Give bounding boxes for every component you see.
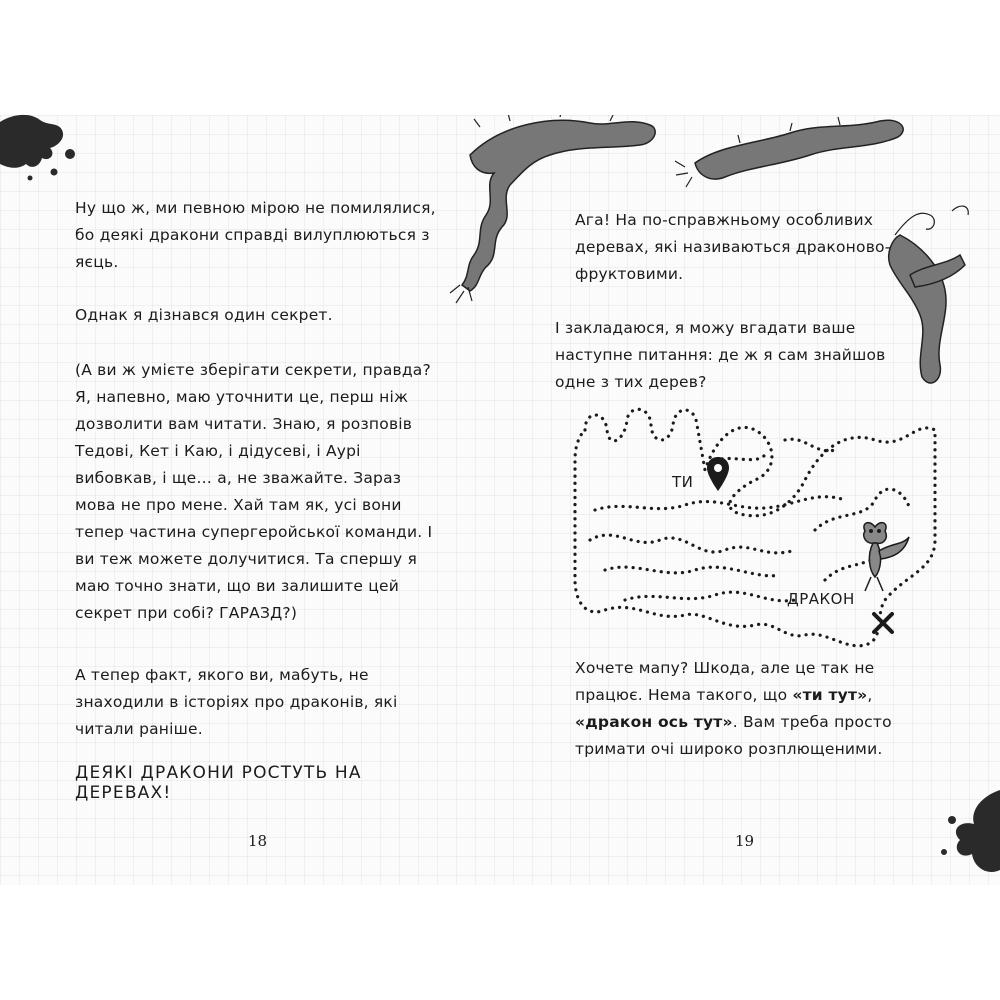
book-spread <box>0 115 1000 885</box>
paragraph-eggs: Ну що ж, ми певною мірою не помилялися, бо деякі дракони справді вилуплюються з яєць. <box>75 199 436 271</box>
dragon-icon <box>855 515 915 595</box>
page-18 <box>0 115 500 885</box>
paragraph-keep-secret: (А ви ж умієте зберігати секрети, правда? Я, напевно, маю уточнити це, перш ніж дозволити вам читати. Знаю, я розповів Тедові, Кет і Каю, і дідусеві, і Аурі вибовкав, і ще… а, не зважайте. Зараз мова не про мене. Хай там як, усі вони тепер частина супергеройської команди. І ви теж можете долучитися. Та спершу я маю точно знати, що ви залишите цей секрет при собі? ГАРАЗД?) <box>75 361 433 622</box>
headline-dragons-grow-on-trees: ДЕЯКІ ДРАКОНИ РОСТУТЬ НА ДЕРЕВАХ! <box>75 763 362 803</box>
location-pin-icon <box>707 457 729 491</box>
emphasis-dragon-here: «дракон ось тут» <box>575 713 733 731</box>
paragraph-want-map <box>575 655 930 763</box>
page-number: 19 <box>735 832 755 850</box>
emphasis-you-are-here: «ти тут» <box>792 686 868 704</box>
x-mark-icon <box>871 611 895 635</box>
page-number: 18 <box>248 832 268 850</box>
map-label-you: ТИ <box>672 473 694 491</box>
paragraph-dragon-fruit-trees: Ага! На по-справжньому особливих деревах, які називаються драконово-фруктовими. <box>575 211 891 283</box>
paragraph-next-question: І закладаюся, я можу вгадати ваше наступне питання: де ж я сам знайшов одне з тих дерев? <box>555 319 886 391</box>
map-label-dragon: ДРАКОН <box>787 590 855 608</box>
page-19 <box>500 115 1000 885</box>
text-run: . Вам треба просто тримати очі широко розплющеними. <box>575 713 892 758</box>
ink-splat-icon <box>0 110 95 185</box>
text-run: Хочете мапу? Шкода, але це так не працює. Нема такого, що <box>575 659 875 704</box>
paragraph-secret: Однак я дізнався один секрет. <box>75 306 333 324</box>
text-run: , <box>867 686 873 704</box>
paragraph-fact: А тепер факт, якого ви, мабуть, не знаходили в історіях про драконів, які читали раніше. <box>75 666 398 738</box>
ink-splat-icon <box>930 790 1000 885</box>
